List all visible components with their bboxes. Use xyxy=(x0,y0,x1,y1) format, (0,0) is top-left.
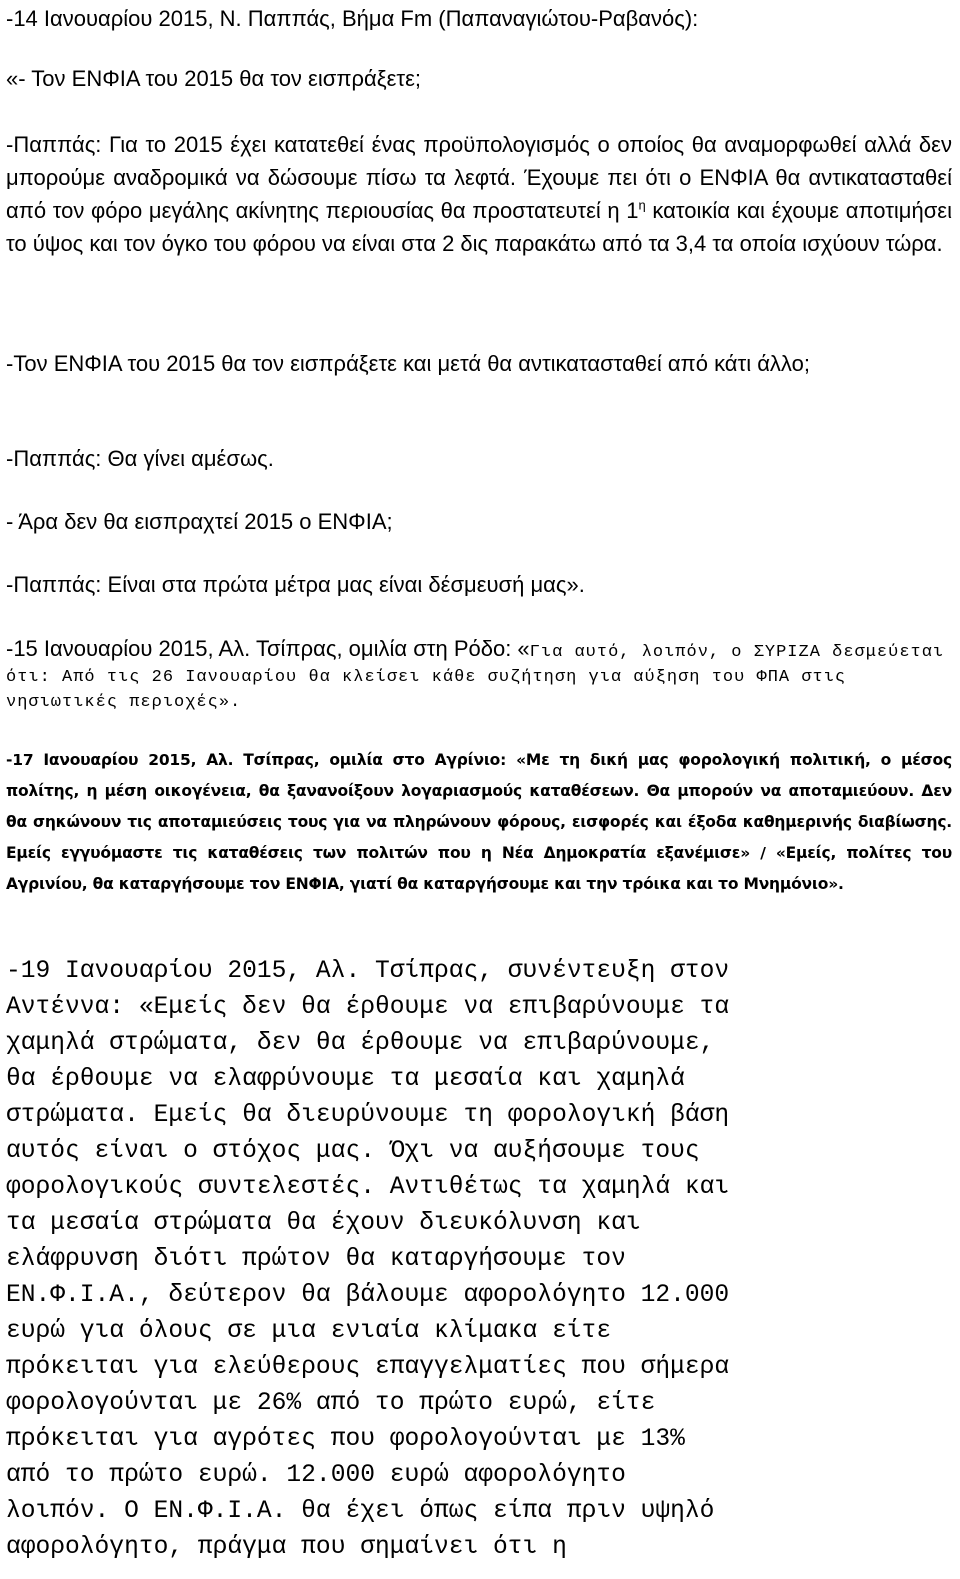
text-line: φορολογικούς συντελεστές. Αντιθέτως τα χαμηλά και xyxy=(6,1174,730,1201)
text-line: τα μεσαία στρώματα θα έχουν διευκόλυνση και xyxy=(6,1210,641,1237)
paragraph-pappas-commitment: -Παππάς: Είναι στα πρώτα μέτρα μας είναι δέσμευσή μας». xyxy=(6,572,585,597)
text-line: αφορολόγητο, πράγμα που σημαίνει ότι η xyxy=(6,1534,567,1561)
paragraph-question-replace: -Τον ΕΝΦΙΑ του 2015 θα τον εισπράξετε και μετά θα αντικατασταθεί από κάτι άλλο; xyxy=(6,351,810,376)
text-line: πρόκειται για αγρότες που φορολογούνται με 13% xyxy=(6,1426,685,1453)
paragraph-question-not-collected: - Άρα δεν θα εισπραχτεί 2015 ο ΕΝΦΙΑ; xyxy=(6,509,393,534)
text-line: ΕΝ.Φ.Ι.Α., δεύτερον θα βάλουμε αφορολόγητο 12.000 xyxy=(6,1282,730,1309)
text-line: από το πρώτο ευρώ. 12.000 ευρώ αφορολόγητο xyxy=(6,1462,626,1489)
paragraph-pappas-immediately: -Παππάς: Θα γίνει αμέσως. xyxy=(6,446,274,471)
text-line: πρόκειται για ελεύθερους επαγγελματίες που σήμερα xyxy=(6,1354,730,1381)
superscript-eta: η xyxy=(638,197,646,213)
paragraph-pappas-answer xyxy=(6,128,952,260)
text-line: Αντέννα: «Εμείς δεν θα έρθουμε να επιβαρύνουμε τα xyxy=(6,994,730,1021)
text-line: αυτός είναι ο στόχος μας. Όχι να αυξήσουμε τους xyxy=(6,1138,700,1165)
paragraph-date-jan15-quote: Για αυτό, λοιπόν, ο ΣΥΡΙΖΑ δεσμεύεται ότι: Από τις 26 Ιανουαρίου θα κλείσει κάθε συζήτηση για αύξηση του ΦΠΑ στις νησιωτικές περιοχές». xyxy=(6,643,945,712)
text-line: λοιπόν. Ο ΕΝ.Φ.Ι.Α. θα έχει όπως είπα πριν υψηλό xyxy=(6,1498,715,1525)
paragraph-date-jan17: -17 Ιανουαρίου 2015, Αλ. Τσίπρας, ομιλία στο Αγρίνιο: «Με τη δική μας φορολογική πολιτική, ο μέσος πολίτης, η μέση οικογένεια, θα ξανανοίξουν λογαριασμούς καταθέσεων. Θα μπορούν να αποταμιεύουν. Δεν θα σηκώνουν τις αποταμιεύσεις τους για να πληρώνουν φόρους, εισφορές και έξοδα καθημερινής διαβίωσης. Εμείς εγγυόμαστε τις καταθέσεις των πολιτών που η Νέα Δημοκρατία εξανέμισε» / «Εμείς, πολίτες του Αγρινίου, θα καταργήσουμε τον ΕΝΦΙΑ, γιατί θα καταργήσουμε και την τρόικα και το Μνημόνιο». xyxy=(6,751,952,893)
text-line: ευρώ για όλους σε μια ενιαία κλίμακα είτε xyxy=(6,1318,612,1345)
paragraph-pappas-answer-part1: -Παππάς: Για το 2015 έχει κατατεθεί ένας προϋπολογισμός ο οποίος θα αναμορφωθεί αλλά δεν μπορούμε αναδρομικά να δώσουμε πίσω τα λεφτά. Έχουμε πει ότι ο ΕΝΦΙΑ θα αντικατασταθεί από τον φόρο μεγάλης ακίνητης περιουσίας θα προστατευτεί η 1 xyxy=(6,132,952,223)
text-line: θα έρθουμε να ελαφρύνουμε τα μεσαία και χαμηλά xyxy=(6,1066,685,1093)
text-line: -19 Ιανουαρίου 2015, Αλ. Τσίπρας, συνέντευξη στον xyxy=(6,958,730,985)
text-line: φορολογούνται με 26% από το πρώτο ευρώ, είτε xyxy=(6,1390,656,1417)
text-line: χαμηλά στρώματα, δεν θα έρθουμε να επιβαρύνουμε, xyxy=(6,1030,715,1057)
paragraph-question-enfia-2015: «- Τον ΕΝΦΙΑ του 2015 θα τον εισπράξετε; xyxy=(6,66,422,91)
text-line: στρώματα. Εμείς θα διευρύνουμε τη φορολογική βάση xyxy=(6,1102,730,1129)
paragraph-date-jan15-lead: -15 Ιανουαρίου 2015, Αλ. Τσίπρας, ομιλία στη Ρόδο: « xyxy=(6,636,530,661)
text-line: ελάφρυνση διότι πρώτον θα καταργήσουμε τον xyxy=(6,1246,626,1273)
paragraph-pappas-answer-part2: κατοικία και έχουμε αποτιμήσει το ύψος και τον όγκο του φόρου να είναι στα 2 δις παρακάτω από τα 3,4 τα οποία ισχύουν τώρα. xyxy=(6,198,952,256)
paragraph-date-jan14: -14 Ιανουαρίου 2015, Ν. Παππάς, Βήμα Fm (Παπαναγιώτου-Ραβανός): xyxy=(6,6,699,31)
paragraph-date-jan19 xyxy=(6,954,952,1566)
paragraph-date-jan15 xyxy=(6,632,952,715)
